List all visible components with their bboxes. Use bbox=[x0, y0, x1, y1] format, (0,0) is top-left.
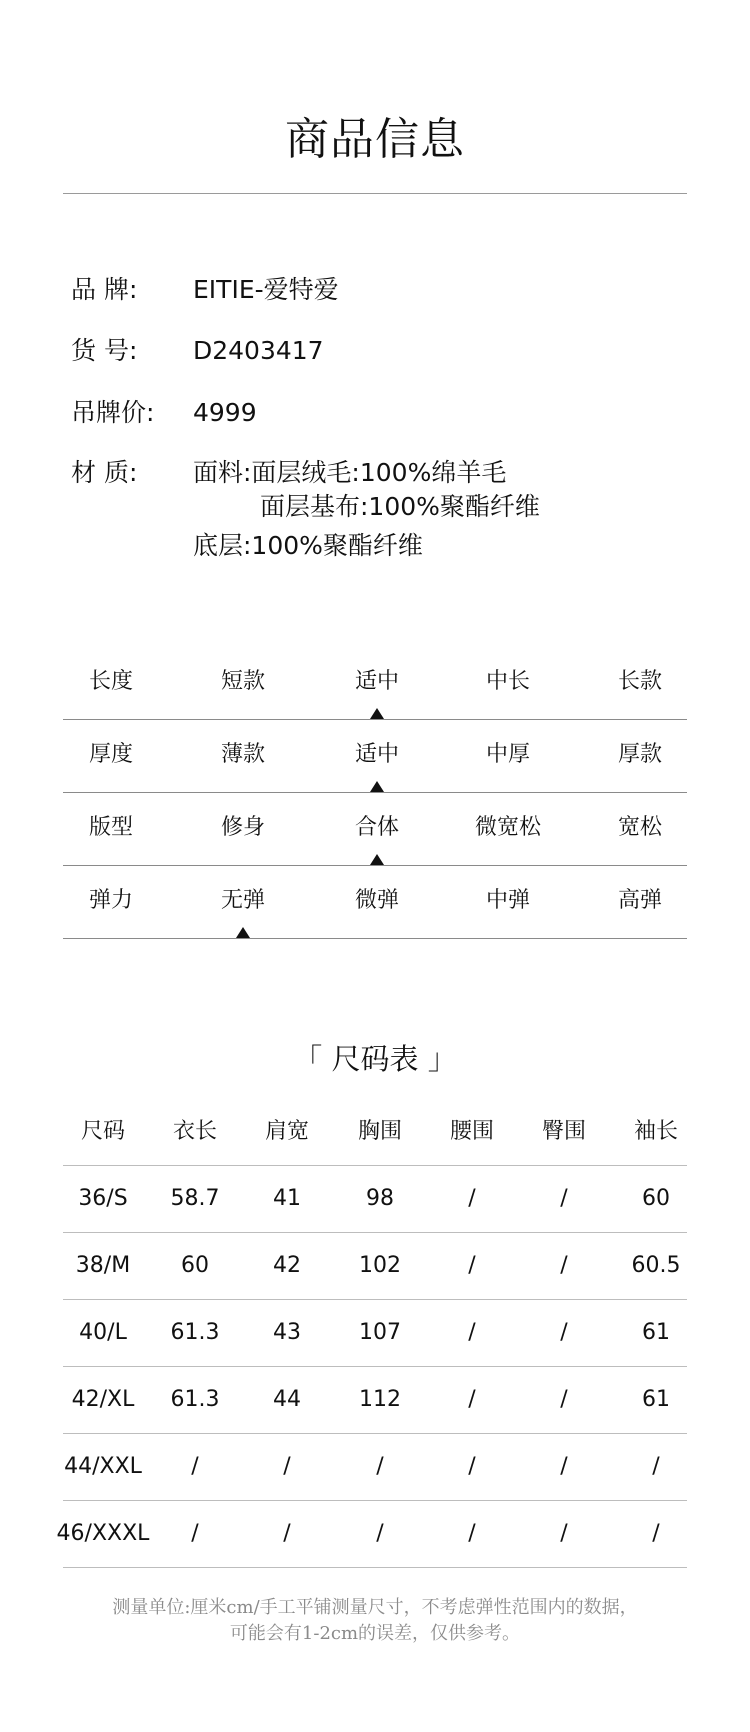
size-cell: / bbox=[652, 1454, 660, 1479]
title-divider bbox=[63, 193, 687, 194]
material-label: 材 质: bbox=[71, 458, 138, 487]
material-line-3: 底层:100%聚酯纤维 bbox=[193, 531, 423, 560]
size-cell: 42 bbox=[273, 1253, 301, 1278]
size-cell: / bbox=[468, 1253, 476, 1278]
size-table-row bbox=[56, 1501, 687, 1568]
size-cell: / bbox=[191, 1454, 199, 1479]
attribute-option: 修身 bbox=[220, 815, 265, 840]
attribute-option: 薄款 bbox=[220, 742, 265, 767]
size-cell: / bbox=[191, 1521, 199, 1546]
size-cell: / bbox=[560, 1320, 568, 1345]
sku-value: D2403417 bbox=[193, 336, 324, 365]
size-cell: 44/XXL bbox=[64, 1454, 142, 1479]
attribute-row bbox=[63, 647, 687, 720]
size-table-row bbox=[63, 1233, 687, 1300]
attribute-name: 弹力 bbox=[88, 888, 133, 913]
size-table-row bbox=[63, 1166, 687, 1233]
size-cell: 60.5 bbox=[631, 1253, 681, 1278]
size-row-divider bbox=[63, 1567, 687, 1568]
size-cell: 107 bbox=[359, 1320, 401, 1345]
size-table-row bbox=[63, 1434, 687, 1501]
size-table-row bbox=[63, 1367, 687, 1434]
attribute-option: 宽松 bbox=[617, 815, 662, 840]
size-cell: / bbox=[468, 1454, 476, 1479]
attribute-name: 厚度 bbox=[88, 742, 133, 767]
size-cell: 98 bbox=[366, 1186, 394, 1211]
size-cell: / bbox=[468, 1387, 476, 1412]
attribute-name: 长度 bbox=[88, 669, 133, 694]
attribute-option: 中厚 bbox=[485, 742, 530, 767]
size-cell: 43 bbox=[273, 1320, 301, 1345]
size-cell: / bbox=[376, 1454, 384, 1479]
size-cell: 102 bbox=[359, 1253, 401, 1278]
size-cell: 61.3 bbox=[170, 1320, 220, 1345]
attribute-option: 中弹 bbox=[485, 888, 530, 913]
attribute-option: 合体 bbox=[354, 815, 399, 840]
size-cell: / bbox=[468, 1186, 476, 1211]
attribute-option: 无弹 bbox=[220, 888, 265, 913]
measurement-note-line-1: 测量单位:厘米cm/手工平铺测量尺寸，不考虑弹性范围内的数据， bbox=[112, 1597, 638, 1618]
attribute-option: 厚款 bbox=[617, 742, 662, 767]
size-header-cell: 臀围 bbox=[541, 1119, 586, 1144]
size-cell: / bbox=[468, 1521, 476, 1546]
attribute-option: 中长 bbox=[485, 669, 530, 694]
attribute-option: 适中 bbox=[354, 742, 399, 767]
price-label: 吊牌价: bbox=[71, 398, 155, 427]
attribute-option: 微宽松 bbox=[474, 815, 541, 840]
measurement-note-line-2: 可能会有1-2cm的误差，仅供参考。 bbox=[229, 1623, 521, 1644]
size-cell: 60 bbox=[642, 1186, 670, 1211]
size-cell: / bbox=[283, 1521, 291, 1546]
size-cell: / bbox=[283, 1454, 291, 1479]
attribute-option: 适中 bbox=[354, 669, 399, 694]
size-cell: 36/S bbox=[78, 1186, 128, 1211]
size-cell: / bbox=[560, 1186, 568, 1211]
size-cell: 40/L bbox=[79, 1320, 127, 1345]
size-header-cell: 腰围 bbox=[449, 1119, 494, 1144]
material-line-2: 面层基布:100%聚酯纤维 bbox=[260, 492, 540, 521]
brand-label: 品 牌: bbox=[71, 275, 138, 304]
size-cell: / bbox=[376, 1521, 384, 1546]
attribute-row bbox=[63, 866, 687, 939]
attribute-option: 长款 bbox=[617, 669, 662, 694]
price-value: 4999 bbox=[193, 398, 257, 427]
size-cell: / bbox=[560, 1253, 568, 1278]
size-cell: 60 bbox=[181, 1253, 209, 1278]
size-header-cell: 尺码 bbox=[80, 1119, 125, 1144]
attribute-row bbox=[63, 720, 687, 793]
brand-value: EITIE-爱特爱 bbox=[193, 275, 339, 304]
size-header-cell: 胸围 bbox=[357, 1119, 402, 1144]
size-cell: 41 bbox=[273, 1186, 301, 1211]
size-cell: / bbox=[560, 1387, 568, 1412]
size-cell: / bbox=[560, 1454, 568, 1479]
size-table-title: 「 尺码表 」 bbox=[293, 1042, 457, 1076]
size-cell: 46/XXXL bbox=[56, 1521, 150, 1546]
page-title: 商品信息 bbox=[285, 114, 465, 165]
size-cell: / bbox=[468, 1320, 476, 1345]
selected-marker-icon bbox=[370, 708, 384, 719]
size-cell: 61.3 bbox=[170, 1387, 220, 1412]
size-cell: 44 bbox=[273, 1387, 301, 1412]
size-cell: 112 bbox=[359, 1387, 401, 1412]
sku-label: 货 号: bbox=[71, 336, 138, 365]
size-table-row bbox=[63, 1300, 687, 1367]
selected-marker-icon bbox=[370, 781, 384, 792]
selected-marker-icon bbox=[236, 927, 250, 938]
attribute-option: 微弹 bbox=[354, 888, 399, 913]
attribute-option: 短款 bbox=[220, 669, 265, 694]
size-cell: 42/XL bbox=[71, 1387, 135, 1412]
size-header-cell: 肩宽 bbox=[264, 1119, 309, 1144]
size-cell: 61 bbox=[642, 1320, 670, 1345]
selected-marker-icon bbox=[370, 854, 384, 865]
attribute-divider bbox=[63, 938, 687, 939]
size-cell: 58.7 bbox=[170, 1186, 220, 1211]
size-cell: / bbox=[652, 1521, 660, 1546]
size-cell: / bbox=[560, 1521, 568, 1546]
size-cell: 38/M bbox=[75, 1253, 131, 1278]
size-header-cell: 袖长 bbox=[633, 1119, 678, 1144]
attribute-row bbox=[63, 793, 687, 866]
material-line-1: 面料:面层绒毛:100%绵羊毛 bbox=[193, 458, 507, 487]
size-cell: 61 bbox=[642, 1387, 670, 1412]
size-header-cell: 衣长 bbox=[172, 1119, 217, 1144]
attribute-name: 版型 bbox=[88, 815, 133, 840]
attribute-option: 高弹 bbox=[617, 888, 662, 913]
size-table-header bbox=[63, 1099, 687, 1166]
